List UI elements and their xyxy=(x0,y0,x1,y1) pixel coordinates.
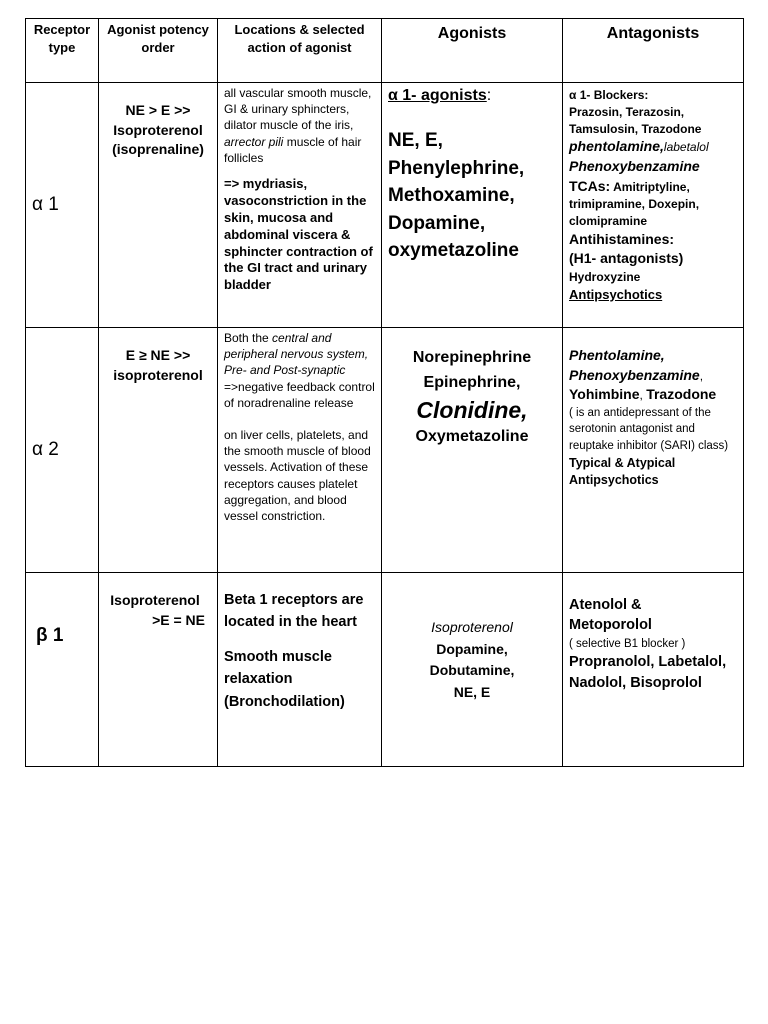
agonist-item: NE, E xyxy=(453,684,491,701)
location-text: Smooth muscle relaxation (Bronchodilation) xyxy=(224,648,345,710)
agonists-cell xyxy=(382,573,563,767)
agonist-item: Dobutamine, xyxy=(429,662,515,679)
antagonist-line: (H1- antagonists) xyxy=(569,250,684,267)
agonist-item: Clonidine, xyxy=(416,396,528,423)
agonist-item: Isoproterenol xyxy=(431,619,513,635)
agonist-item: NE, E, xyxy=(388,130,443,151)
locations-cell xyxy=(218,83,382,328)
potency-cell xyxy=(99,573,218,767)
header-receptor-type: Receptor type xyxy=(26,19,99,83)
potency-line: (isoprenaline) xyxy=(112,141,204,158)
agonist-item: oxymetazoline xyxy=(388,240,519,262)
agonist-item: Phenylephrine, xyxy=(388,157,525,179)
receptor-type-cell: α 1 xyxy=(26,83,99,328)
header-potency: Agonist potency order xyxy=(99,19,218,83)
antagonist-line: phentolamine,labetalol xyxy=(569,138,709,155)
potency-line: E ≥ NE >> xyxy=(125,347,191,363)
antagonist-line: Phenoxybenzamine, xyxy=(569,366,704,383)
antagonist-line: Tamsulosin, Trazodone xyxy=(569,121,702,136)
potency-line: Isoproterenol xyxy=(110,592,200,608)
antagonist-line: Prazosin, Terazosin, xyxy=(569,104,685,119)
agonist-item: Norepinephrine xyxy=(412,349,532,366)
antagonist-line: TCAs: Amitriptyline, xyxy=(569,177,690,194)
antagonist-note: ( selective B1 blocker ) xyxy=(569,637,686,650)
locations-cell xyxy=(218,328,382,573)
location-text: all vascular smooth muscle, GI & urinary sphincters, dilator muscle of the iris, arrector pili muscle of hair follicles xyxy=(224,86,372,165)
header-antagonists: Antagonists xyxy=(563,19,744,83)
agonist-item: Methoxamine, xyxy=(388,185,515,207)
antagonist-note: ( is an antidepressant of the serotonin antagonist and reuptake inhibitor (SARI) class) xyxy=(569,406,729,453)
receptor-type-cell: β 1 xyxy=(26,573,99,767)
antagonist-line: Phentolamine, xyxy=(569,347,665,363)
potency-line: isoproterenol xyxy=(113,366,203,383)
table-row-alpha1 xyxy=(26,83,744,328)
antagonist-line: Metoporolol xyxy=(569,617,652,634)
location-effect: => mydriasis, vasoconstriction in the skin, mucosa and abdominal viscera & sphincter contraction of the GI tract and urinary bladder xyxy=(224,175,373,293)
potency-cell xyxy=(99,83,218,328)
potency-line: >E = NE xyxy=(152,611,205,628)
agonist-item: Oxymetazoline xyxy=(415,428,529,446)
antagonists-cell xyxy=(563,573,744,767)
potency-line: Isoproterenol xyxy=(113,121,203,138)
potency-cell xyxy=(99,328,218,573)
agonist-item: Epinephrine, xyxy=(423,373,521,391)
table-row-beta1 xyxy=(26,573,744,767)
antagonist-line: Atenolol & xyxy=(569,597,642,613)
antagonists-cell xyxy=(563,83,744,328)
antagonist-line: Typical & Atypical Antipsychotics xyxy=(569,455,676,488)
antagonist-line: α 1- Blockers: xyxy=(569,88,649,102)
location-text: on liver cells, platelets, and the smooth muscle of blood vessels. Activation of these receptors causes platelet aggregation, and blood vessel constriction. xyxy=(224,427,371,523)
antagonist-line: Hydroxyzine xyxy=(569,269,641,284)
potency-line: NE > E >> xyxy=(125,102,191,118)
antagonist-line: Phenoxybenzamine xyxy=(569,157,700,174)
antagonist-line: Propranolol, Labetalol, Nadolol, Bisoprolol xyxy=(569,653,727,692)
receptor-type-cell: α 2 xyxy=(26,328,99,573)
location-text: Beta 1 receptors are located in the heart xyxy=(224,592,364,631)
header-locations: Locations & selected action of agonist xyxy=(218,19,382,83)
agonist-item: Dopamine, xyxy=(436,640,508,657)
agonists-cell xyxy=(382,328,563,573)
agonists-cell xyxy=(382,83,563,328)
header-row xyxy=(26,19,744,83)
antagonist-line: trimipramine, Doxepin, xyxy=(569,197,700,212)
antagonist-line: Antipsychotics xyxy=(569,286,663,302)
locations-cell xyxy=(218,573,382,767)
antagonists-cell xyxy=(563,328,744,573)
location-text: Both the central and peripheral nervous system, Pre- and Post-synaptic =>negative feedback control of noradrenaline release xyxy=(224,331,375,410)
header-agonists: Agonists xyxy=(382,19,563,83)
receptor-table xyxy=(25,18,744,767)
antagonist-line: Yohimbine, Trazodone xyxy=(569,386,717,403)
antagonist-line: Antihistamines: xyxy=(569,230,675,247)
agonist-heading: α 1- agonists: xyxy=(388,87,492,104)
antagonist-line: clomipramine xyxy=(569,213,648,228)
table-row-alpha2 xyxy=(26,328,744,573)
agonist-item: Dopamine, xyxy=(388,212,486,234)
